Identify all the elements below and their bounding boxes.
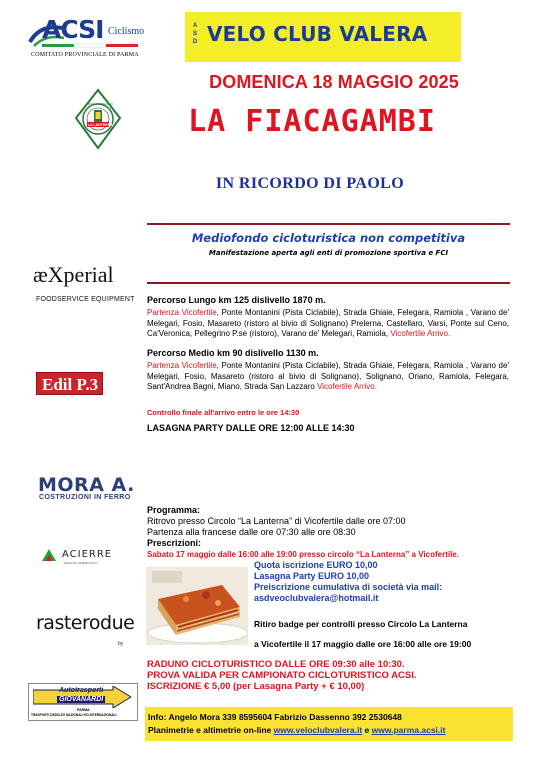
iscrizione [254,560,514,604]
experial-logo [33,262,143,308]
percorso-medio-title: Percorso Medio km 90 dislivello 1130 m. [147,348,319,358]
percorso-lungo-route: Partenza Vicofertile, Ponte Montanini (Pista Ciclabile), Strada Ghiaie, Felegara, Ramiola , Varano de' Melegari, Fosio, Masareto (ristoro al bivio di Solignano) Prelerna, Castellaro, Varsi, Ponte sul Ceno, Ca'Veronica, Pellegrino P.se (ristoro), Varano de' Melegari, Ramiola, Vicofertile Arrivo. [147,308,509,338]
autot-line2: GIOVANARDI [59,696,104,703]
preiscrizione-note: Preiscrizione cumulativa di società via mail: [254,582,443,592]
info-links: Planimetrie e altimetrie on-line www.veloclubvalera.it e www.parma.acsi.it [148,725,446,735]
acsi-sub: COMITATO PROVINCIALE DI PARMA [31,52,139,58]
info-box [145,707,513,741]
event-date: DOMENICA 18 MAGGIO 2025 [209,72,459,92]
quota-iscrizione: Quota iscrizione EURO 10,00 [254,560,378,570]
lasagna-image [146,567,248,645]
experial-sub: FOODSERVICE EQUIPMENT [36,296,135,303]
raduno: RADUNO CICLOTURISTICO DALLE ORE 09:30 alle 10:30. PROVA VALIDA PER CAMPIONATO CICLOTURISTICO ACSI. ISCRIZIONE € 5,00 (per Lasagna Party + € 10,00) [147,659,417,692]
mora-logo [38,474,148,504]
percorso-medio [147,348,509,393]
acsi-ciclismo: Ciclismo [108,26,145,37]
lasagna-photo [146,567,248,645]
rasterodue-logo: rasterodue by [36,612,135,647]
site-link-veloclub[interactable]: www.veloclubvalera.it [273,725,363,735]
lanterna-badge-icon [74,88,122,150]
acierre-sub: SERVIZI AMBIENTALI [64,561,98,565]
percorso-medio-route: Partenza Vicofertile, Ponte Montanini (Pista Ciclabile), Strada Ghiaie, Felegara, Ramiola , Varano de' Melegari, Fosio, Masareto (ristoro al bivio di Solignano), Solignano, Oriano, Ramiola, Felegara, Sant'Andrea Bagni, Miano, Strada San Lazzaro Vicofertile Arrivo. [147,361,509,391]
event-title: LA FIACAGAMBI [188,104,436,139]
edil-name: Edil P.3 [36,372,103,395]
subheader-title: Mediofondo cicloturistica non competitiva [191,231,466,245]
ritiro-line1: Ritiro badge per controlli presso Circolo La Lanterna [254,619,468,629]
site-link-acsi[interactable]: www.parma.acsi.it [371,725,446,735]
subheader-subtitle: Manifestazione aperta agli enti di promozione sportiva e FCI [208,249,449,257]
programma-title: Programma: [147,505,201,515]
top-rule [147,223,510,225]
info-contacts: Info: Angelo Mora 339 8595604 Fabrizio Dassenno 392 2530648 [148,712,402,722]
rasterodue-name: rasterodue [36,612,135,634]
ritiro-line2: a Vicofertile il 17 maggio dalle ore 16:00 alle ore 19:00 [254,639,472,649]
bottom-rule [147,282,510,284]
acierre-name: ACIERRE [62,549,113,560]
autot-line4: TRASPORTI DEDICATI NAZIONALI ED INTERNAZIONALI [31,713,117,717]
autot-line1: Autotrasporti [59,687,104,694]
acierre-leaf-icon [40,547,58,563]
quota-lasagna: Lasagna Party EURO 10,00 [254,571,370,581]
lasagna-party-time: LASAGNA PARTY DALLE ORE 12:00 ALLE 14:30 [147,423,355,433]
lanterna-ring-text: CIRCOLO RICREATIVO [86,103,114,106]
prescrizioni-title: Prescrizioni: [147,538,202,548]
acsi-word: ACSI [42,15,104,44]
autot-line3: PARMA [77,708,90,712]
memorial-title: IN RICORDO DI PAOLO [215,175,405,192]
percorso-lungo [147,295,509,340]
mora-sub: COSTRUZIONI IN FERRO [39,494,131,501]
edil-logo [36,375,103,395]
lanterna-name: LA LANTERNA [88,123,113,127]
controllo-note: Controllo finale all'arrivo entro le ore 14:30 [147,408,300,417]
lanterna-logo [74,88,122,150]
sabato-note: Sabato 17 maggio dalle 16:00 alle 19:00 presso circolo “La Lanterna” a Vicofertile. [147,550,459,559]
tricolor-line [42,43,138,49]
email-link[interactable]: asdveoclubvalera@hotmail.it [254,593,379,603]
programma [147,505,509,560]
asd-label: A S D [192,23,198,45]
autotrasporti-logo [28,683,138,721]
club-banner [185,12,461,62]
acierre-logo [40,547,140,567]
mora-name: MORA A. [38,474,135,496]
acsi-logo [28,14,150,64]
club-name: VELO CLUB VALERA [207,22,428,46]
experial-name: æXperial [33,262,114,287]
programma-line: Ritrovo presso Circolo “La Lanterna” di Vicofertile dalle ore 07:00 [147,516,406,526]
programma-line: Partenza alla francese dalle ore 07:30 alle ore 08:30 [147,527,356,537]
percorso-lungo-title: Percorso Lungo km 125 dislivello 1870 m. [147,295,326,305]
